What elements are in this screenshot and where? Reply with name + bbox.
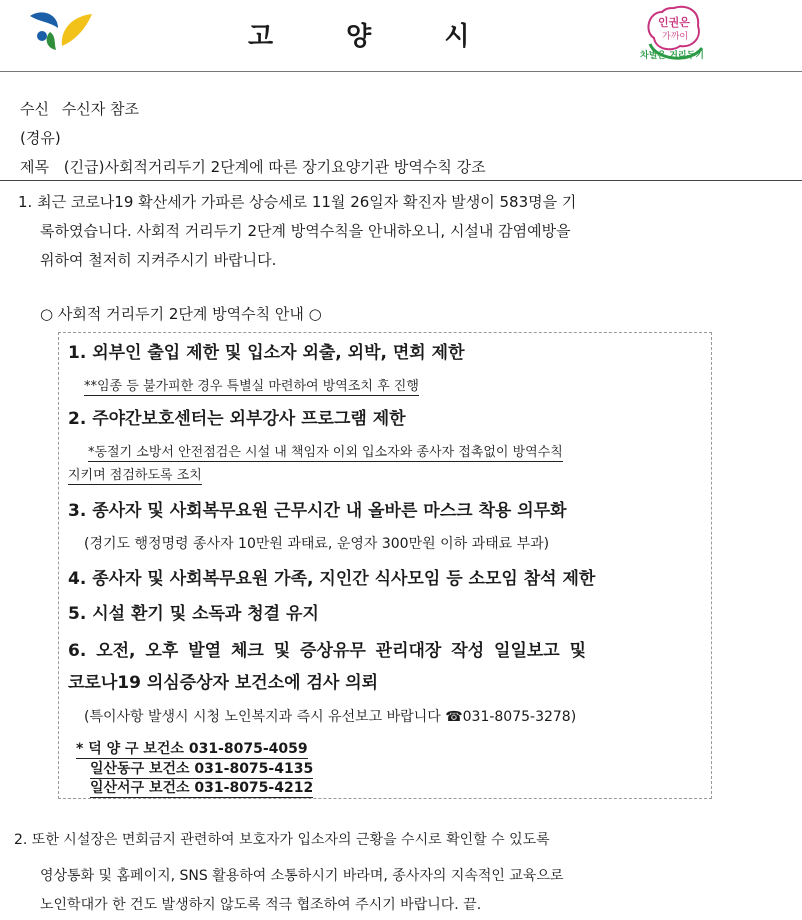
rule-3: 3. 종사자 및 사회복무요원 근무시간 내 올바른 마스크 착용 의무화 <box>68 501 567 521</box>
via-label: (경유) <box>20 129 61 147</box>
contact-health-center-3: 일산서구 보건소 031-8075-4212 <box>90 780 314 796</box>
paragraph-1-line-3: 위하여 철저히 지켜주시기 바랍니다. <box>40 251 277 269</box>
contact-health-center-2: 일산동구 보건소 031-8075-4135 <box>90 761 314 777</box>
rule-6-line-2: 코로나19 의심증상자 보건소에 검사 의뢰 <box>68 673 379 693</box>
recipient-value: 수신자 참조 <box>61 100 139 118</box>
section-title: ○ 사회적 거리두기 2단계 방역수칙 안내 ○ <box>40 305 322 323</box>
paragraph-2-line-3: 노인학대가 한 건도 발생하지 않도록 적극 협조하여 주시기 바랍니다. 끝. <box>40 897 482 913</box>
rule-2-note-a: *동절기 소방서 안전점검은 시설 내 책임자 이외 입소자와 종사자 접촉없이 방역수칙 <box>88 445 563 460</box>
document-title: 고 양 시 <box>248 22 472 52</box>
campaign-badge <box>636 2 712 66</box>
paragraph-2-line-1: 2. 또한 시설장은 면회금지 관련하여 보호자가 입소자의 근황을 수시로 확인할 수 있도록 <box>14 832 550 848</box>
recipient-label: 수신 <box>20 100 49 118</box>
paragraph-1-line-1: 1. 최근 코로나19 확산세가 가파른 상승세로 11월 26일자 확진자 발생이 583명을 기 <box>18 193 577 211</box>
subject-rule <box>0 180 802 181</box>
city-logo <box>20 6 102 58</box>
rule-3-note: (경기도 행정명령 종사자 10만원 과태료, 운영자 300만원 이하 과태료 부과) <box>84 536 550 552</box>
rule-6-line-1: 6. 오전, 오후 발열 체크 및 증상유무 관리대장 작성 일일보고 및 <box>68 641 587 661</box>
recipient-row <box>20 98 139 119</box>
header-rule <box>0 71 802 72</box>
badge-text-bottom: 차별은 거리두기 <box>640 51 704 61</box>
rule-2: 2. 주야간보호센터는 외부강사 프로그램 제한 <box>68 409 406 429</box>
rule-1-note: **임종 등 불가피한 경우 특별실 마련하여 방역조치 후 진행 <box>84 379 419 394</box>
subject-value: (긴급)사회적거리두기 2단계에 따른 장기요양기관 방역수칙 강조 <box>63 158 486 176</box>
subject-label: 제목 <box>20 158 49 176</box>
paragraph-1-line-2: 록하였습니다. 사회적 거리두기 2단계 방역수칙을 안내하오니, 시설내 감염예방을 <box>40 222 571 240</box>
rule-4: 4. 종사자 및 사회복무요원 가족, 지인간 식사모임 등 소모임 참석 제한 <box>68 569 596 589</box>
subject-row <box>20 156 486 177</box>
rule-5: 5. 시설 환기 및 소독과 청결 유지 <box>68 604 319 624</box>
contact-health-center-1: * 덕 양 구 보건소 031-8075-4059 <box>76 741 308 757</box>
badge-text-mid: 가까이 <box>662 32 689 42</box>
rule-2-note-b: 지키며 점검하도록 조치 <box>68 468 202 483</box>
rule-6-note: (특이사항 발생시 시청 노인복지과 즉시 유선보고 바랍니다 ☎031-8075-3278) <box>84 709 577 725</box>
paragraph-2-line-2: 영상통화 및 홈페이지, SNS 활용하여 소통하시기 바라며, 종사자의 지속적인 교육으로 <box>40 868 564 884</box>
badge-text-top: 인권은 <box>658 16 690 29</box>
rule-1: 1. 외부인 출입 제한 및 입소자 외출, 외박, 면회 제한 <box>68 343 465 363</box>
